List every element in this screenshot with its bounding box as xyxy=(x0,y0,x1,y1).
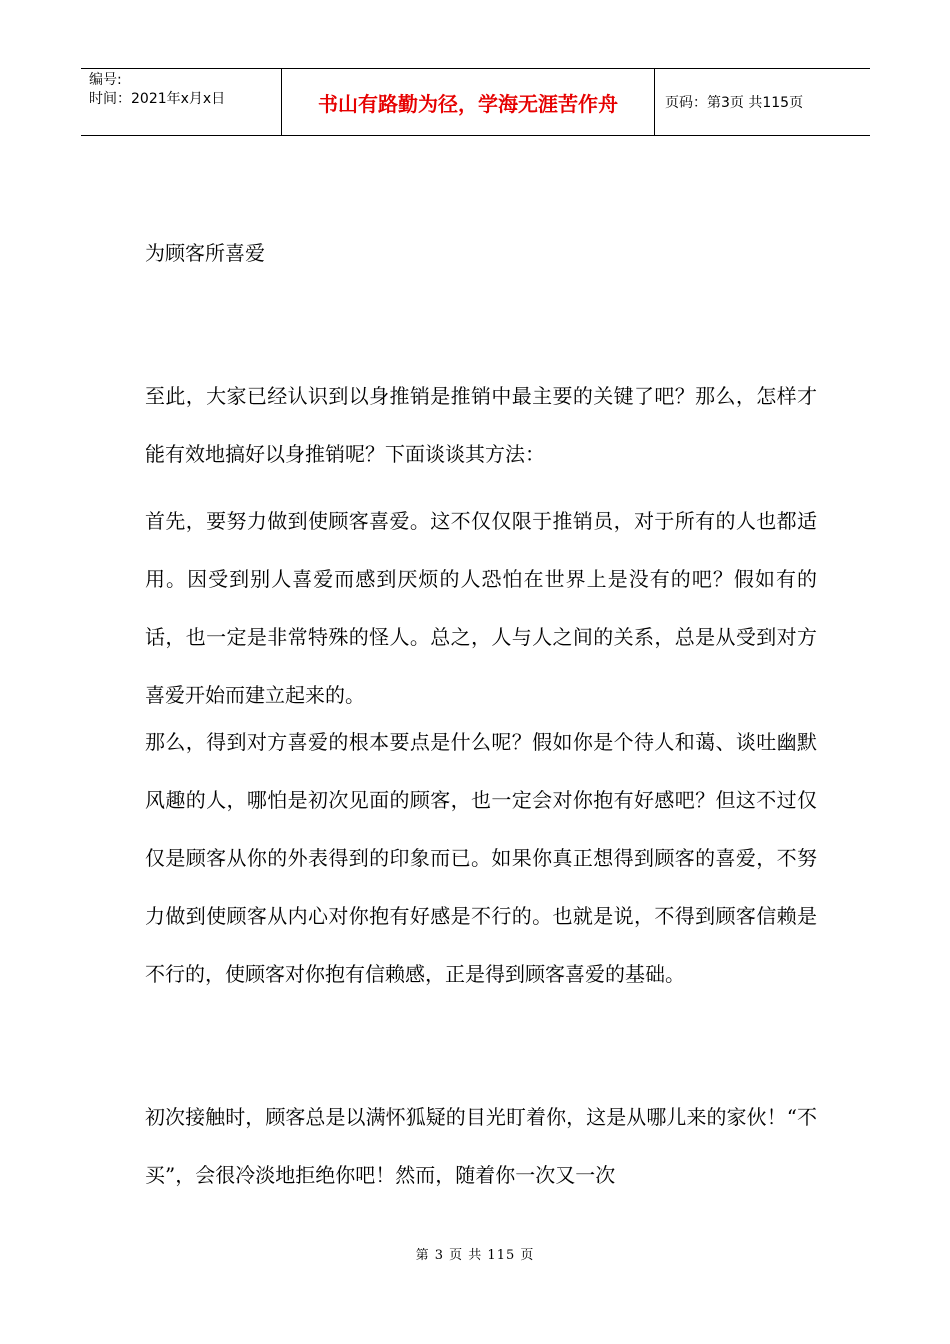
paragraph-2: 首先，要努力做到使顾客喜爱。这不仅仅限于推销员，对于所有的人也都适用。因受到别人喜爱而感到厌烦的人恐怕在世界上是没有的吧？假如有的话，也一定是非常特殊的怪人。总之，人与人之间的关系，总是从受到对方喜爱开始而建立起来的。 xyxy=(145,509,817,707)
header-meta xyxy=(81,69,282,135)
paragraph-4: 初次接触时，顾客总是以满怀狐疑的目光盯着你，这是从哪儿来的家伙！“不买”，会很冷淡地拒绝你吧！然而，随着你一次又一次 xyxy=(145,1105,817,1187)
document-number-label: 编号: xyxy=(89,72,122,88)
paragraph-3: 那么，得到对方喜爱的根本要点是什么呢？假如你是个待人和蔼、谈吐幽默风趣的人，哪怕是初次见面的顾客，也一定会对你抱有好感吧？但这不过仅仅是顾客从你的外表得到的印象而已。如果你真正想得到顾客的喜爱，不努力做到使顾客从内心对你抱有好感是不行的。也就是说，不得到顾客信赖是不行的，使顾客对你抱有信赖感，正是得到顾客喜爱的基础。 xyxy=(145,730,817,986)
section-title: 为顾客所喜爱 xyxy=(145,241,265,265)
paragraph-1: 至此，大家已经认识到以身推销是推销中最主要的关键了吧？那么，怎样才能有效地搞好以身推销呢？下面谈谈其方法： xyxy=(145,384,817,466)
document-date: 时间：2021年x月x日 xyxy=(89,91,226,107)
page-footer: 第 3 页 共 115 页 xyxy=(415,1248,535,1263)
header-motto: 书山有路勤为径，学海无涯苦作舟 xyxy=(282,69,655,135)
header-page-info: 页码：第3页 共115页 xyxy=(665,95,804,111)
page-header xyxy=(81,68,870,136)
